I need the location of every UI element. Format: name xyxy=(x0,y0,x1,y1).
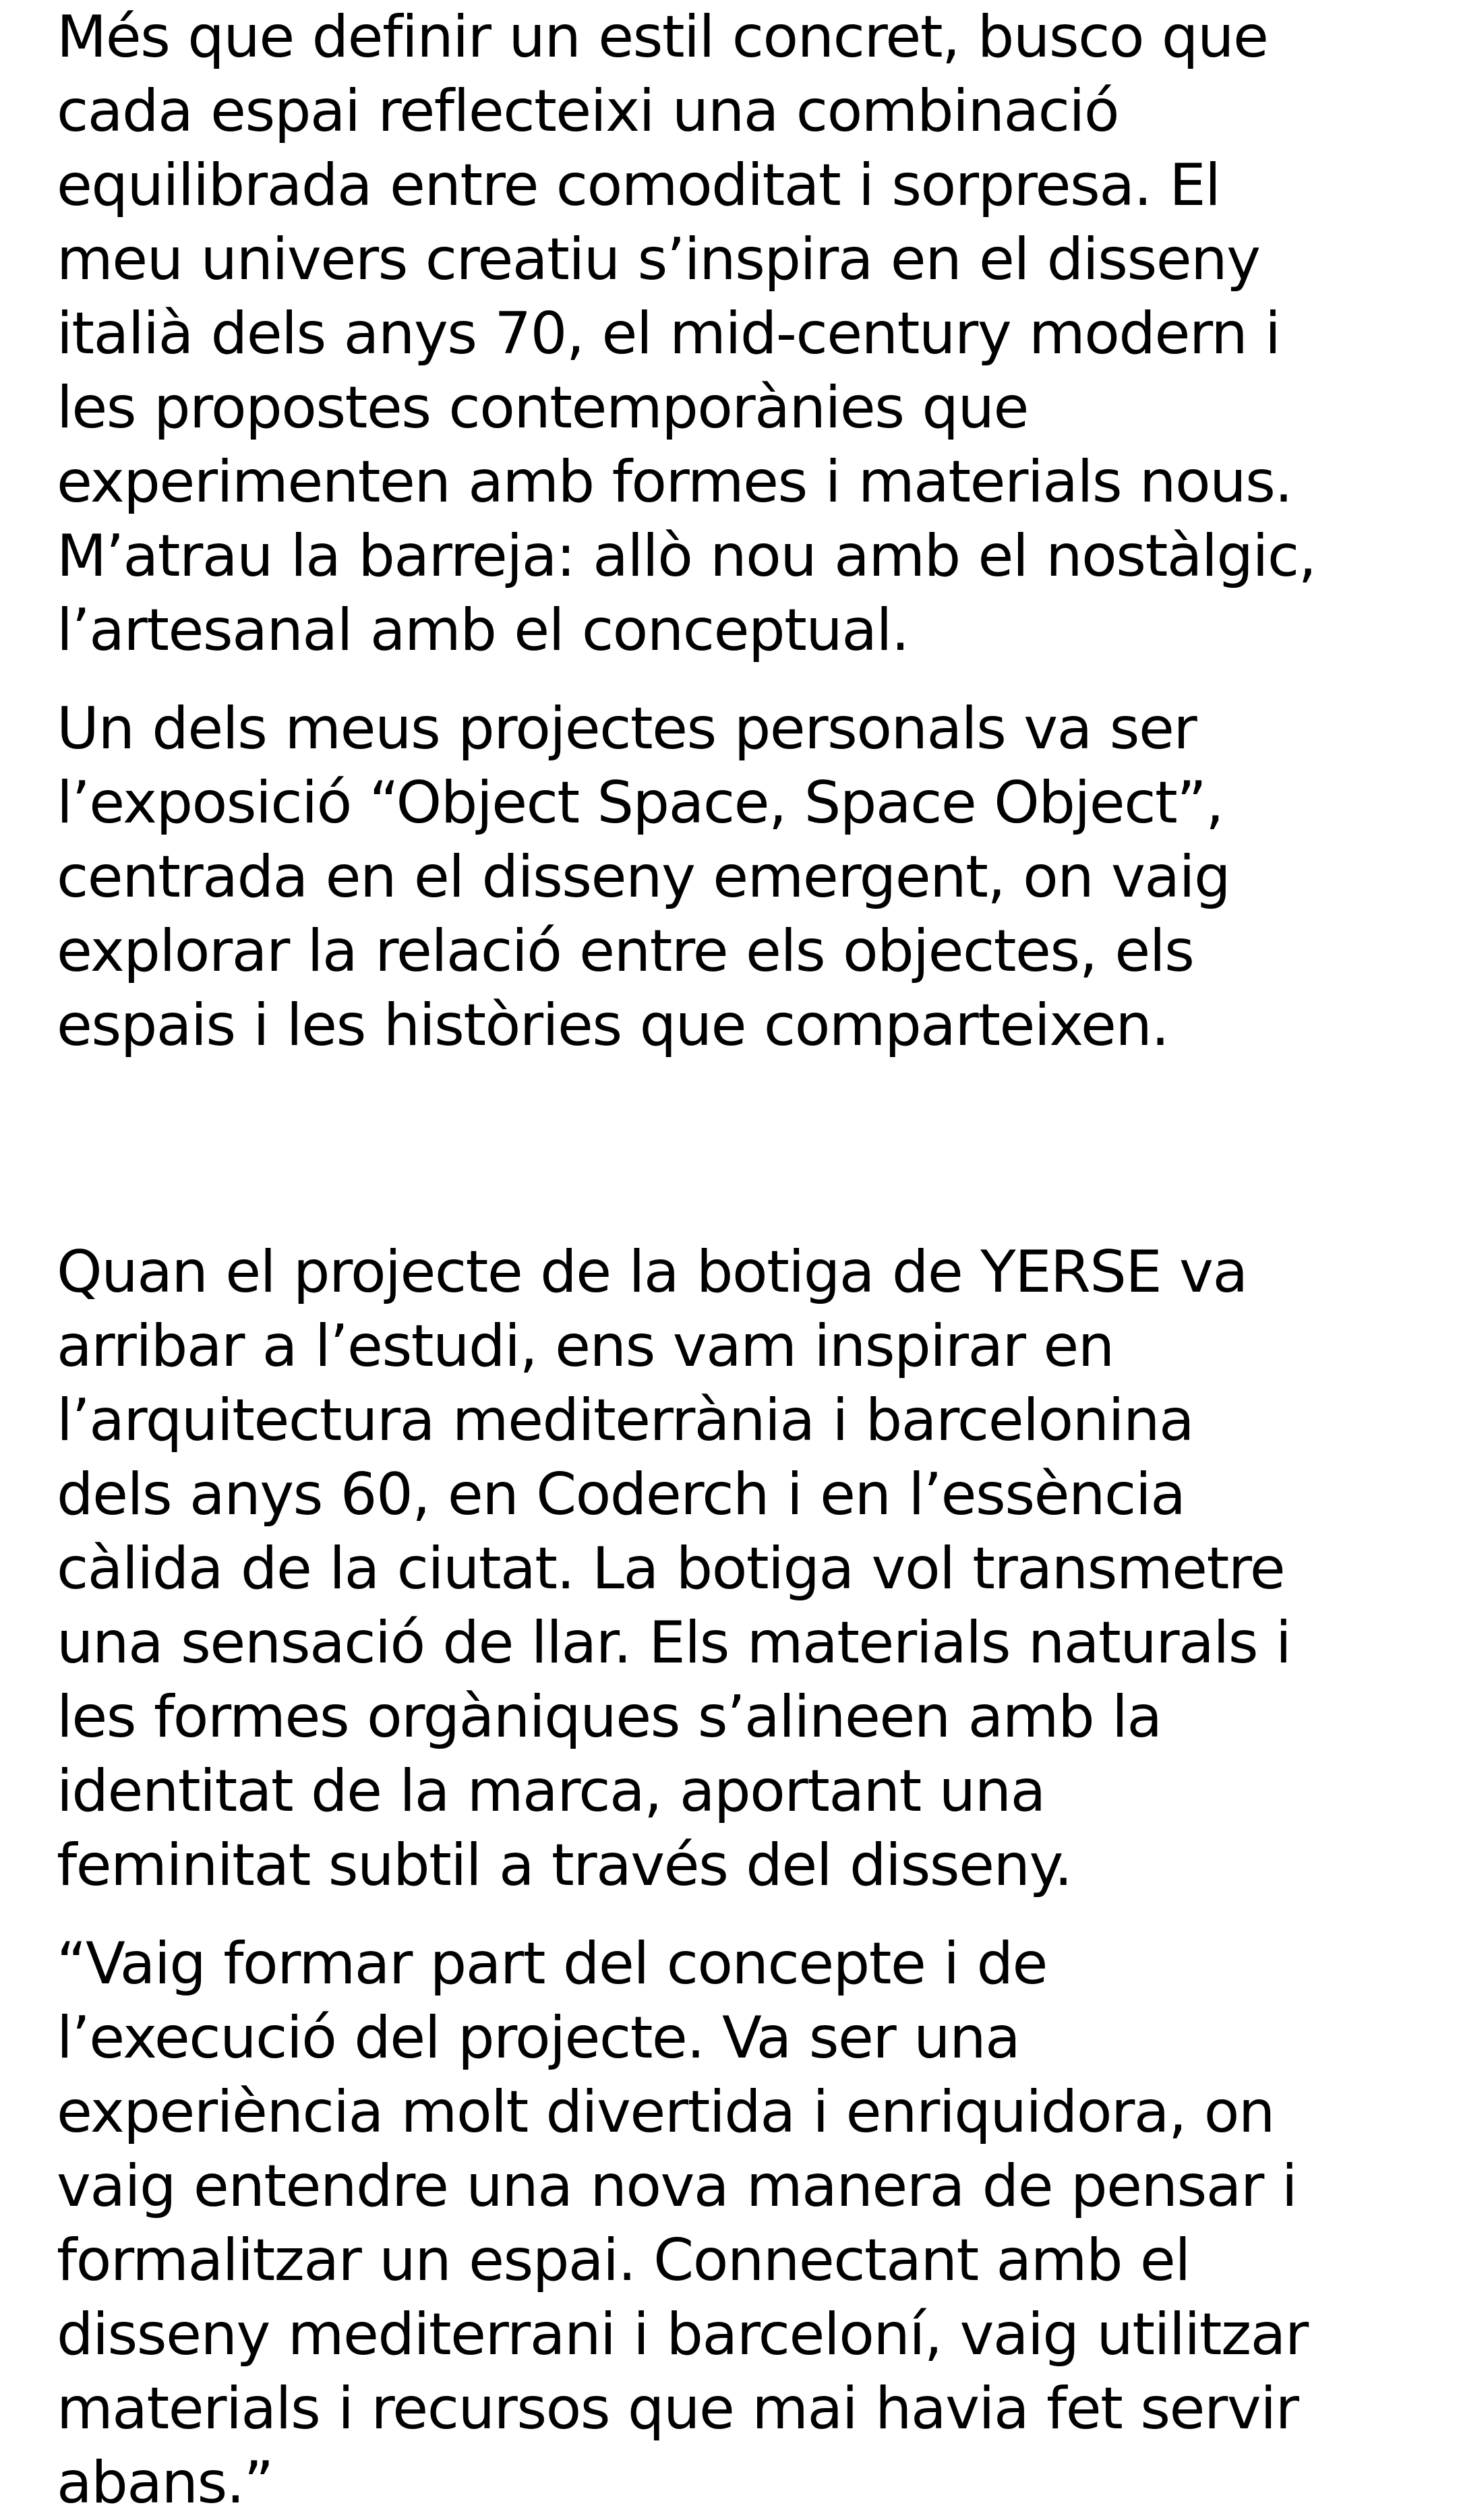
text-line: l’exposició “Object Space, Space Object”, xyxy=(57,769,1224,837)
text-line: càlida de la ciutat. La botiga vol transmetre xyxy=(57,1535,1285,1602)
text-line: equilibrada entre comoditat i sorpresa. El xyxy=(57,152,1220,219)
text-line: identitat de la marca, aportant una xyxy=(57,1758,1045,1825)
paragraph-spacer xyxy=(57,667,1432,692)
text-line: dels anys 60, en Coderch i en l’essència xyxy=(57,1461,1185,1528)
text-line: les propostes contemporànies que xyxy=(57,374,1028,442)
paragraph-spacer xyxy=(57,1902,1432,1927)
text-line: arribar a l’estudi, ens vam inspirar en xyxy=(57,1313,1114,1380)
paragraph-style-influences xyxy=(57,0,1432,667)
text-line: disseny mediterrani i barceloní, vaig utilitzar xyxy=(57,2301,1308,2368)
text-line: cada espai reflecteixi una combinació xyxy=(57,78,1119,145)
text-line: vaig entendre una nova manera de pensar i xyxy=(57,2153,1297,2220)
text-line: espais i les històries que comparteixen. xyxy=(57,992,1169,1059)
text-line: italià dels anys 70, el mid-century modern i xyxy=(57,300,1280,367)
text-line: formalitzar un espai. Connectant amb el xyxy=(57,2227,1190,2294)
text-line: l’execució del projecte. Va ser una xyxy=(57,2004,1020,2072)
text-line: Quan el projecte de la botiga de YERSE va xyxy=(57,1238,1247,1306)
section-spacer xyxy=(57,1062,1432,1235)
article-body xyxy=(57,0,1432,2520)
text-line: materials i recursos que mai havia fet servir xyxy=(57,2375,1299,2442)
text-line: feminitat subtil a través del disseny. xyxy=(57,1832,1072,1899)
text-line: Més que definir un estil concret, busco que xyxy=(57,3,1268,71)
text-line: l’arquitectura mediterrània i barcelonina xyxy=(57,1387,1194,1454)
paragraph-yerse-project xyxy=(57,1235,1432,1902)
text-line: “Vaig formar part del concepte i de xyxy=(57,1930,1047,1998)
text-line: meu univers creatiu s’inspira en el disseny xyxy=(57,226,1260,293)
text-line: una sensació de llar. Els materials naturals i xyxy=(57,1609,1291,1677)
text-line: Un dels meus projectes personals va ser xyxy=(57,695,1197,762)
text-line: centrada en el disseny emergent, on vaig xyxy=(57,843,1230,911)
text-line: experimenten amb formes i materials nous. xyxy=(57,448,1292,516)
paragraph-personal-projects xyxy=(57,692,1432,1062)
paragraph-quote xyxy=(57,1927,1432,2520)
text-line: M’atrau la barreja: allò nou amb el nostàlgic, xyxy=(57,522,1316,590)
text-line: experiència molt divertida i enriquidora, on xyxy=(57,2078,1274,2146)
text-line: explorar la relació entre els objectes, els xyxy=(57,918,1194,985)
text-line: les formes orgàniques s’alineen amb la xyxy=(57,1683,1162,1751)
text-line: abans.” xyxy=(57,2449,273,2517)
text-line: l’artesanal amb el conceptual. xyxy=(57,597,909,664)
